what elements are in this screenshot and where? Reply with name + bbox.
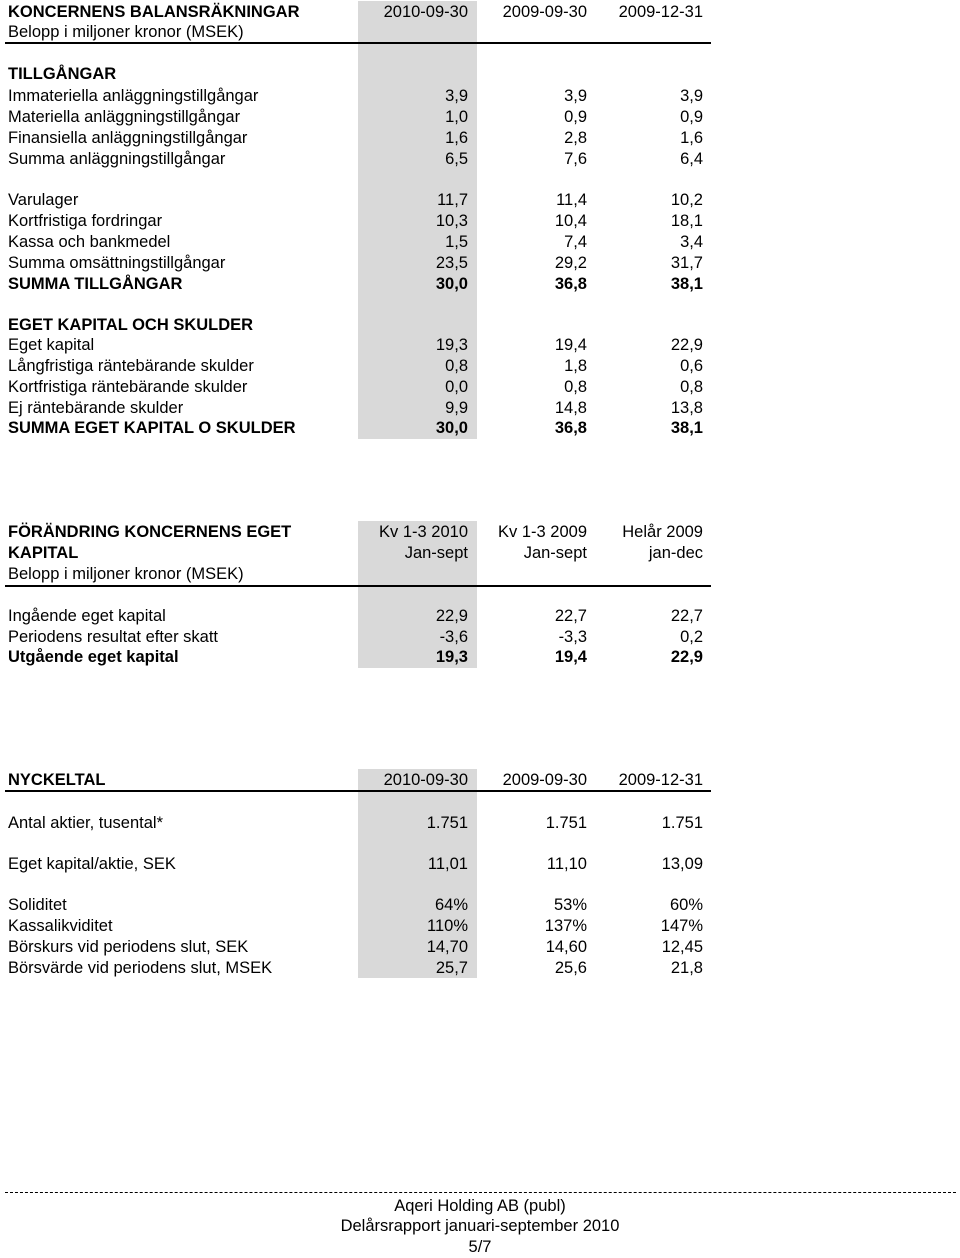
row-value: 1,5 [445, 233, 468, 251]
row-value: 0,8 [680, 378, 703, 396]
row-value: 22,7 [670, 607, 703, 625]
row-value: 21,8 [670, 959, 703, 977]
table-row [0, 356, 960, 377]
row-label: Börsvärde vid periodens slut, MSEK [8, 959, 273, 977]
row-value: 0,2 [680, 628, 703, 646]
row-value: 0,9 [564, 108, 587, 126]
row-value: 6,4 [680, 150, 703, 168]
column-header: 2009-12-31 [618, 771, 703, 789]
header-rule [5, 585, 711, 587]
row-value: 19,4 [554, 336, 587, 354]
column-subheader: Jan-sept [523, 544, 587, 562]
column-header: 2009-12-31 [618, 3, 703, 21]
section-heading-row [0, 64, 960, 85]
row-value: 1,6 [445, 129, 468, 147]
equity-change-subtitle: Belopp i miljoner kronor (MSEK) [8, 565, 244, 583]
row-value: 2,8 [564, 129, 587, 147]
row-label: Ej räntebärande skulder [8, 399, 184, 417]
row-value: 19,4 [554, 648, 587, 666]
row-label: SUMMA EGET KAPITAL O SKULDER [8, 419, 296, 437]
row-value: 64% [434, 896, 468, 914]
row-value: 7,6 [564, 150, 587, 168]
balance-subtitle: Belopp i miljoner kronor (MSEK) [8, 23, 244, 41]
row-label: Eget kapital/aktie, SEK [8, 855, 176, 873]
equity-change-title-row [0, 522, 960, 543]
column-header: Kv 1-3 2009 [498, 523, 587, 541]
row-value: 18,1 [670, 212, 703, 230]
section-heading-row [0, 315, 960, 336]
row-value: -3,3 [558, 628, 587, 646]
row-value: 0,9 [680, 108, 703, 126]
row-value: 3,9 [445, 87, 468, 105]
table-row [0, 335, 960, 356]
row-value: 7,4 [564, 233, 587, 251]
row-label: Finansiella anläggningstillgångar [8, 129, 248, 147]
table-row [0, 813, 960, 834]
column-header: 2009-09-30 [502, 771, 587, 789]
row-label: Immateriella anläggningstillgångar [8, 87, 259, 105]
row-value: 0,8 [564, 378, 587, 396]
row-value: 1.751 [426, 814, 468, 832]
row-value: 23,5 [435, 254, 468, 272]
table-row [0, 190, 960, 211]
row-value: 30,0 [435, 275, 468, 293]
row-value: 3,9 [564, 87, 587, 105]
row-label: Materiella anläggningstillgångar [8, 108, 241, 126]
row-value: 147% [660, 917, 703, 935]
row-value: 30,0 [435, 419, 468, 437]
row-label: Antal aktier, tusental* [8, 814, 164, 832]
table-row [0, 211, 960, 232]
row-value: 36,8 [554, 419, 587, 437]
column-subheader: jan-dec [648, 544, 703, 562]
balance-subtitle-row [0, 22, 960, 43]
row-value: 3,4 [680, 233, 703, 251]
row-label: Kassalikviditet [8, 917, 113, 935]
total-row [0, 418, 960, 439]
row-label: Utgående eget kapital [8, 648, 179, 666]
table-row [0, 606, 960, 627]
row-value: 22,9 [670, 336, 703, 354]
column-header: 2010-09-30 [383, 3, 468, 21]
row-label: Soliditet [8, 896, 67, 914]
row-value: 25,7 [435, 959, 468, 977]
row-value: 22,7 [554, 607, 587, 625]
total-row [0, 274, 960, 295]
row-value: 11,4 [556, 191, 587, 209]
row-value: 1,8 [564, 357, 587, 375]
row-value: 14,70 [426, 938, 468, 956]
balance-title: KONCERNENS BALANSRÄKNINGAR [8, 3, 300, 21]
row-value: 10,4 [554, 212, 587, 230]
row-value: 11,10 [546, 855, 587, 873]
table-row [0, 854, 960, 875]
table-row [0, 107, 960, 128]
row-value: 0,8 [445, 357, 468, 375]
row-value: 10,3 [435, 212, 468, 230]
row-value: 1.751 [661, 814, 703, 832]
table-row [0, 916, 960, 937]
row-value: 13,09 [661, 855, 703, 873]
row-value: 22,9 [435, 607, 468, 625]
row-value: 0,6 [680, 357, 703, 375]
equity-liabilities-heading: EGET KAPITAL OCH SKULDER [8, 316, 254, 334]
row-value: 25,6 [554, 959, 587, 977]
row-value: 1.751 [545, 814, 587, 832]
row-value: 11,7 [437, 191, 468, 209]
row-value: -3,6 [439, 628, 468, 646]
row-value: 13,8 [670, 399, 703, 417]
table-row [0, 128, 960, 149]
table-row [0, 377, 960, 398]
equity-change-subtitle-row [0, 564, 960, 585]
row-label: Ingående eget kapital [8, 607, 166, 625]
column-header: 2010-09-30 [383, 771, 468, 789]
row-value: 10,2 [670, 191, 703, 209]
row-value: 60% [669, 896, 703, 914]
row-value: 1,6 [680, 129, 703, 147]
row-value: 110% [427, 917, 468, 935]
row-label: SUMMA TILLGÅNGAR [8, 275, 183, 293]
page-number: 5/7 [468, 1238, 492, 1256]
equity-change-title-row [0, 543, 960, 564]
row-value: 19,3 [435, 648, 468, 666]
row-value: 38,1 [670, 419, 703, 437]
table-row [0, 253, 960, 274]
row-label: Summa omsättningstillgångar [8, 254, 226, 272]
footer-report-title: Delårsrapport januari-september 2010 [340, 1217, 620, 1235]
row-label: Eget kapital [8, 336, 95, 354]
row-label: Summa anläggningstillgångar [8, 150, 226, 168]
row-value: 137% [544, 917, 587, 935]
row-value: 0,0 [445, 378, 468, 396]
table-row [0, 627, 960, 648]
row-label: Långfristiga räntebärande skulder [8, 357, 254, 375]
key-figures-header-row [0, 770, 960, 791]
row-label: Varulager [8, 191, 79, 209]
table-row [0, 937, 960, 958]
column-subheader: Jan-sept [404, 544, 468, 562]
row-value: 3,9 [680, 87, 703, 105]
row-label: Kortfristiga räntebärande skulder [8, 378, 248, 396]
row-value: 22,9 [670, 648, 703, 666]
assets-heading: TILLGÅNGAR [8, 65, 117, 83]
key-figures-title: NYCKELTAL [8, 771, 106, 789]
table-row [0, 895, 960, 916]
column-header: Kv 1-3 2010 [379, 523, 468, 541]
row-value: 11,01 [427, 855, 468, 873]
row-value: 19,3 [435, 336, 468, 354]
footer-company: Aqeri Holding AB (publ) [394, 1197, 566, 1215]
row-value: 36,8 [554, 275, 587, 293]
footer-divider [5, 1192, 956, 1193]
table-row [0, 149, 960, 170]
column-header: 2009-09-30 [502, 3, 587, 21]
row-label: Börskurs vid periodens slut, SEK [8, 938, 249, 956]
total-row [0, 647, 960, 668]
row-label: Kassa och bankmedel [8, 233, 171, 251]
row-value: 31,7 [670, 254, 703, 272]
row-value: 12,45 [661, 938, 703, 956]
row-value: 6,5 [445, 150, 468, 168]
equity-change-title: FÖRÄNDRING KONCERNENS EGET [8, 523, 292, 541]
balance-header-row [0, 2, 960, 23]
table-row [0, 232, 960, 253]
row-value: 38,1 [670, 275, 703, 293]
row-label: Kortfristiga fordringar [8, 212, 163, 230]
row-value: 29,2 [554, 254, 587, 272]
table-row [0, 958, 960, 979]
equity-change-title: KAPITAL [8, 544, 79, 562]
row-value: 1,0 [445, 108, 468, 126]
table-row [0, 398, 960, 419]
row-value: 9,9 [445, 399, 468, 417]
row-label: Periodens resultat efter skatt [8, 628, 219, 646]
table-row [0, 86, 960, 107]
row-value: 53% [553, 896, 587, 914]
row-value: 14,60 [545, 938, 587, 956]
row-value: 14,8 [554, 399, 587, 417]
column-header: Helår 2009 [622, 523, 703, 541]
